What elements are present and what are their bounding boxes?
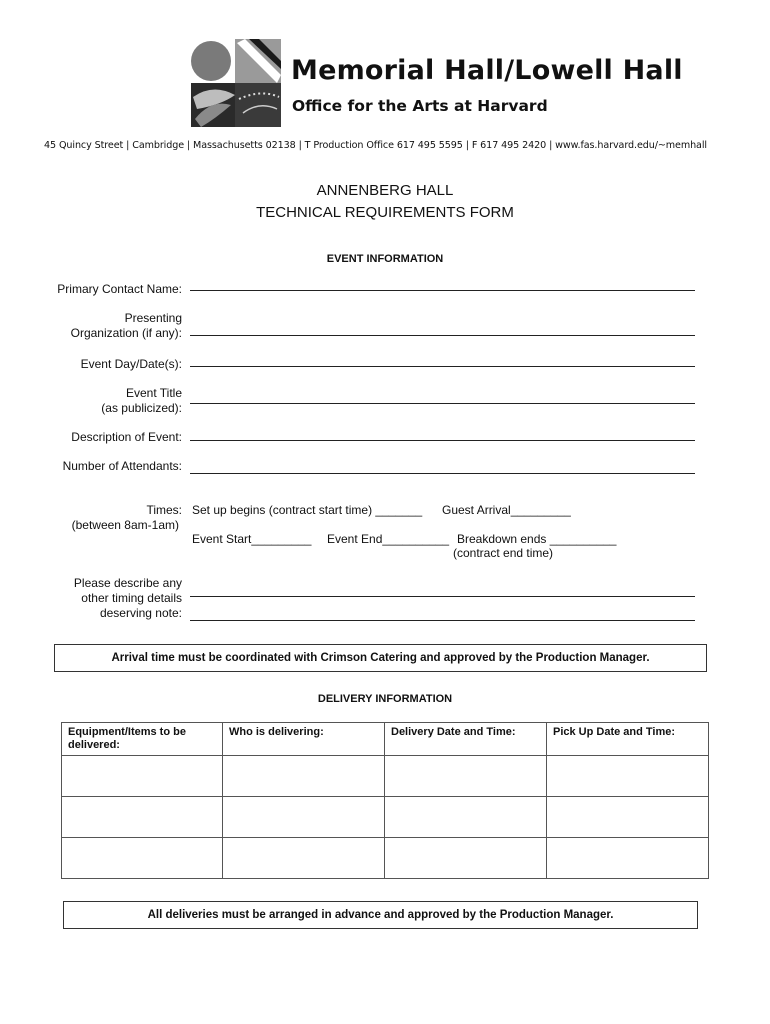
table-cell[interactable] — [385, 797, 547, 838]
description-label: Description of Event: — [71, 430, 182, 444]
contact-address-line: 45 Quincy Street | Cambridge | Massachusetts 02138 | T Production Office 617 495 5595 | F 617 495 2420 | www.fas.harvard.edu/~memhall — [44, 140, 707, 151]
event-title-label-line1: Event Title — [125, 386, 182, 400]
primary-contact-label: Primary Contact Name: — [57, 282, 182, 296]
presenting-org-label-line2: Organization (if any): — [70, 326, 182, 340]
table-cell[interactable] — [62, 756, 223, 797]
event-dates-label: Event Day/Date(s): — [80, 357, 182, 371]
table-cell[interactable] — [547, 756, 709, 797]
form-title-line1: ANNENBERG HALL — [316, 182, 454, 199]
description-field[interactable] — [190, 440, 695, 441]
setup-begins-field[interactable]: Set up begins (contract start time) _______ — [192, 503, 423, 517]
table-cell[interactable] — [385, 838, 547, 879]
table-row — [62, 756, 709, 797]
event-start-field[interactable]: Event Start_________ — [192, 532, 312, 546]
organization-name: Memorial Hall/Lowell Hall — [291, 55, 683, 86]
memorial-hall-logo — [191, 39, 281, 127]
timing-details-field-2[interactable] — [190, 620, 695, 621]
table-row — [62, 797, 709, 838]
contract-end-note: (contract end time) — [453, 546, 554, 560]
timing-label-line2: other timing details — [81, 591, 182, 605]
event-title-field[interactable] — [190, 403, 695, 404]
breakdown-ends-field[interactable]: Breakdown ends __________ — [457, 532, 617, 546]
table-cell[interactable] — [62, 838, 223, 879]
table-cell[interactable] — [223, 838, 385, 879]
attendants-label: Number of Attendants: — [62, 459, 182, 473]
table-cell[interactable] — [62, 797, 223, 838]
table-cell[interactable] — [547, 797, 709, 838]
guest-arrival-field[interactable]: Guest Arrival_________ — [442, 503, 571, 517]
table-row — [62, 838, 709, 879]
delivery-table-header — [62, 723, 709, 756]
event-end-field[interactable]: Event End__________ — [327, 532, 450, 546]
column-header-delivery-date: Delivery Date and Time: — [385, 723, 547, 756]
deliveries-notice: All deliveries must be arranged in advance and approved by the Production Manager. — [63, 901, 698, 929]
presenting-org-label-line1: Presenting — [124, 311, 182, 325]
organization-subtitle: Office for the Arts at Harvard — [292, 97, 548, 115]
timing-details-field-1[interactable] — [190, 596, 695, 597]
presenting-org-field[interactable] — [190, 335, 695, 336]
event-information-heading: EVENT INFORMATION — [326, 253, 444, 265]
times-label: Times: — [146, 503, 182, 517]
attendants-field[interactable] — [190, 473, 695, 474]
column-header-pickup-date: Pick Up Date and Time: — [547, 723, 709, 756]
table-cell[interactable] — [547, 838, 709, 879]
event-dates-field[interactable] — [190, 366, 695, 367]
table-cell[interactable] — [223, 756, 385, 797]
primary-contact-field[interactable] — [190, 290, 695, 291]
table-cell[interactable] — [223, 797, 385, 838]
delivery-table — [61, 722, 709, 879]
times-sublabel: (between 8am-1am) — [71, 518, 179, 532]
table-cell[interactable] — [385, 756, 547, 797]
delivery-information-heading: DELIVERY INFORMATION — [317, 693, 453, 705]
catering-notice: Arrival time must be coordinated with Crimson Catering and approved by the Production Manager. — [54, 644, 707, 672]
form-title-line2: TECHNICAL REQUIREMENTS FORM — [256, 204, 514, 221]
event-title-label-line2: (as publicized): — [101, 401, 182, 415]
column-header-equipment: Equipment/Items to be delivered: — [62, 723, 223, 756]
column-header-who-delivering: Who is delivering: — [223, 723, 385, 756]
timing-label-line3: deserving note: — [99, 606, 182, 620]
timing-label-line1: Please describe any — [73, 576, 182, 590]
